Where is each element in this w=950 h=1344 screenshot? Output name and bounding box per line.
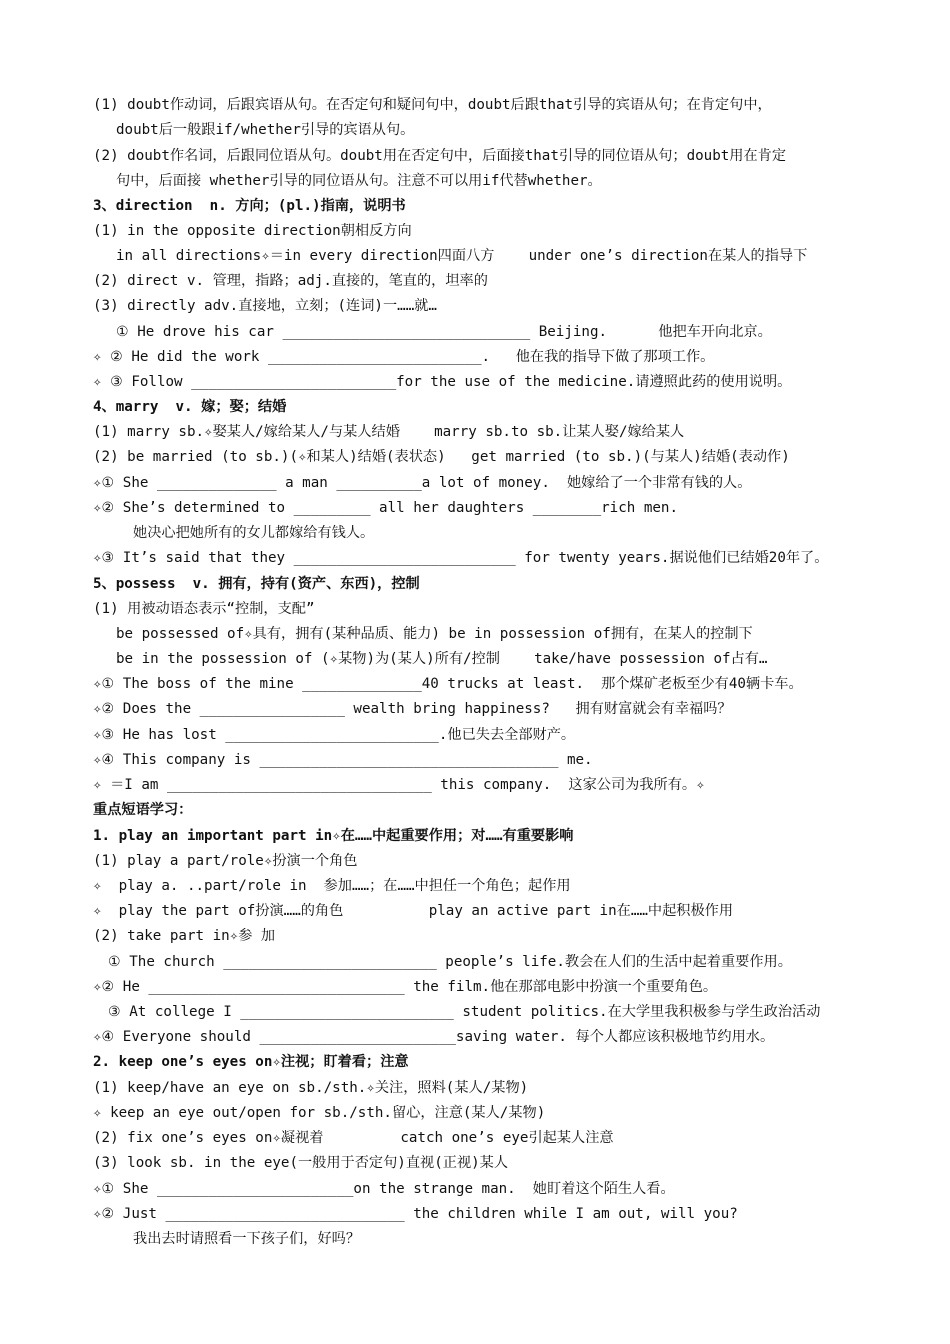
text-line: (2) be married (to sb.)(✧和某人)结婚(表状态) get married (to sb.)(与某人)结婚(表动作)	[93, 449, 790, 465]
exercise-line: ✧② Does the _________________ wealth bring happiness? 拥有财富就会有幸福吗？	[93, 701, 732, 717]
exercise-line: ✧① She ______________ a man __________a lot of money. 她嫁给了一个非常有钱的人。	[93, 475, 752, 491]
text-line: 句中，后面接 whether引导的同位语从句。注意不可以用if代替whether。	[116, 173, 602, 189]
exercise-line: ① The church _________________________ people’s life.教会在人们的生活中起着重要作用。	[108, 954, 792, 970]
text-line: ✧ play a. ..part/role in 参加……；在……中担任一个角色；起作用	[93, 878, 571, 894]
exercise-line: ✧② He ______________________________ the film.他在那部电影中扮演一个重要角色。	[93, 979, 718, 995]
text-line: (1) doubt作动词，后跟宾语从句。在否定句和疑问句中，doubt后跟that引导的宾语从句；在肯定句中，	[93, 97, 772, 113]
exercise-line: ✧③ He has lost _________________________.他已失去全部财产。	[93, 727, 576, 743]
phrase-heading: 1. play an important part in✧在……中起重要作用；对……有重要影响	[93, 828, 574, 844]
exercise-line: ✧④ This company is ___________________________________ me.	[93, 752, 593, 768]
text-line: doubt后一般跟if/whether引导的宾语从句。	[116, 122, 415, 138]
text-line: be in the possession of (✧某物)为(某人)所有/控制 take/have possession of占有…	[116, 651, 768, 667]
text-line: (1) 用被动语态表示“控制，支配”	[93, 601, 315, 617]
text-line: 她决心把她所有的女儿都嫁给有钱人。	[133, 525, 375, 541]
exercise-line: ✧ ＝I am _______________________________ this company. 这家公司为我所有。✧	[93, 777, 705, 793]
text-line: ✧ play the part of扮演……的角色 play an active part in在……中起积极作用	[93, 903, 734, 919]
text-line: 我出去时请照看一下孩子们，好吗？	[133, 1231, 361, 1247]
exercise-line: ✧ ③ Follow ________________________for the use of the medicine.请遵照此药的使用说明。	[93, 374, 792, 390]
exercise-line: ✧③ It’s said that they __________________________ for twenty years.据说他们已结婚20年了。	[93, 550, 829, 566]
text-line: in all directions✧＝in every direction四面八方 under one’s direction在某人的指导下	[116, 248, 808, 264]
text-line: (3) directly adv.直接地，立刻；(连词)一……就…	[93, 298, 437, 314]
text-line: (1) play a part/role✧扮演一个角色	[93, 853, 358, 869]
text-line: (1) marry sb.✧娶某人/嫁给某人/与某人结婚 marry sb.to sb.让某人娶/嫁给某人	[93, 424, 685, 440]
exercise-line: ✧② Just ____________________________ the children while I am out, will you?	[93, 1206, 738, 1222]
exercise-line: ✧① The boss of the mine ______________40 trucks at least. 那个煤矿老板至少有40辆卡车。	[93, 676, 803, 692]
exercise-line: ✧② She’s determined to _________ all her daughters ________rich men.	[93, 500, 679, 516]
phrase-heading: 2. keep one’s eyes on✧注视；盯着看；注意	[93, 1054, 409, 1070]
text-line: (3) look sb. in the eye(一般用于否定句)直视(正视)某人	[93, 1155, 509, 1171]
text-line: (2) take part in✧参 加	[93, 928, 276, 944]
exercise-line: ① He drove his car _____________________________ Beijing. 他把车开向北京。	[116, 324, 772, 340]
exercise-line: ✧ ② He did the work _________________________. 他在我的指导下做了那项工作。	[93, 349, 715, 365]
section-heading: 5、possess v. 拥有，持有(资产、东西)，控制	[93, 576, 420, 592]
text-line: (1) keep/have an eye on sb./sth.✧关注，照料(某人/某物)	[93, 1080, 529, 1096]
text-line: (2) doubt作名词，后跟同位语从句。doubt用在否定句中，后面接that引导的同位语从句；doubt用在肯定	[93, 148, 787, 164]
section-heading: 3、direction n. 方向；(pl.)指南，说明书	[93, 198, 406, 214]
section-heading: 4、marry v. 嫁；娶；结婚	[93, 399, 287, 415]
exercise-line: ✧④ Everyone should _______________________saving water. 每个人都应该积极地节约用水。	[93, 1029, 775, 1045]
text-line: (2) direct v. 管理，指路；adj.直接的，笔直的，坦率的	[93, 273, 488, 289]
text-line: (1) in the opposite direction朝相反方向	[93, 223, 412, 239]
text-line: be possessed of✧具有，拥有(某种品质、能力) be in possession of拥有，在某人的控制下	[116, 626, 753, 642]
text-line: (2) fix one’s eyes on✧凝视着 catch one’s eye引起某人注意	[93, 1130, 614, 1146]
exercise-line: ✧① She _______________________on the strange man. 她盯着这个陌生人看。	[93, 1181, 675, 1197]
section-heading: 重点短语学习：	[93, 802, 193, 818]
exercise-line: ③ At college I _________________________ student politics.在大学里我积极参与学生政治活动	[108, 1004, 821, 1020]
text-line: ✧ keep an eye out/open for sb./sth.留心，注意(某人/某物)	[93, 1105, 546, 1121]
